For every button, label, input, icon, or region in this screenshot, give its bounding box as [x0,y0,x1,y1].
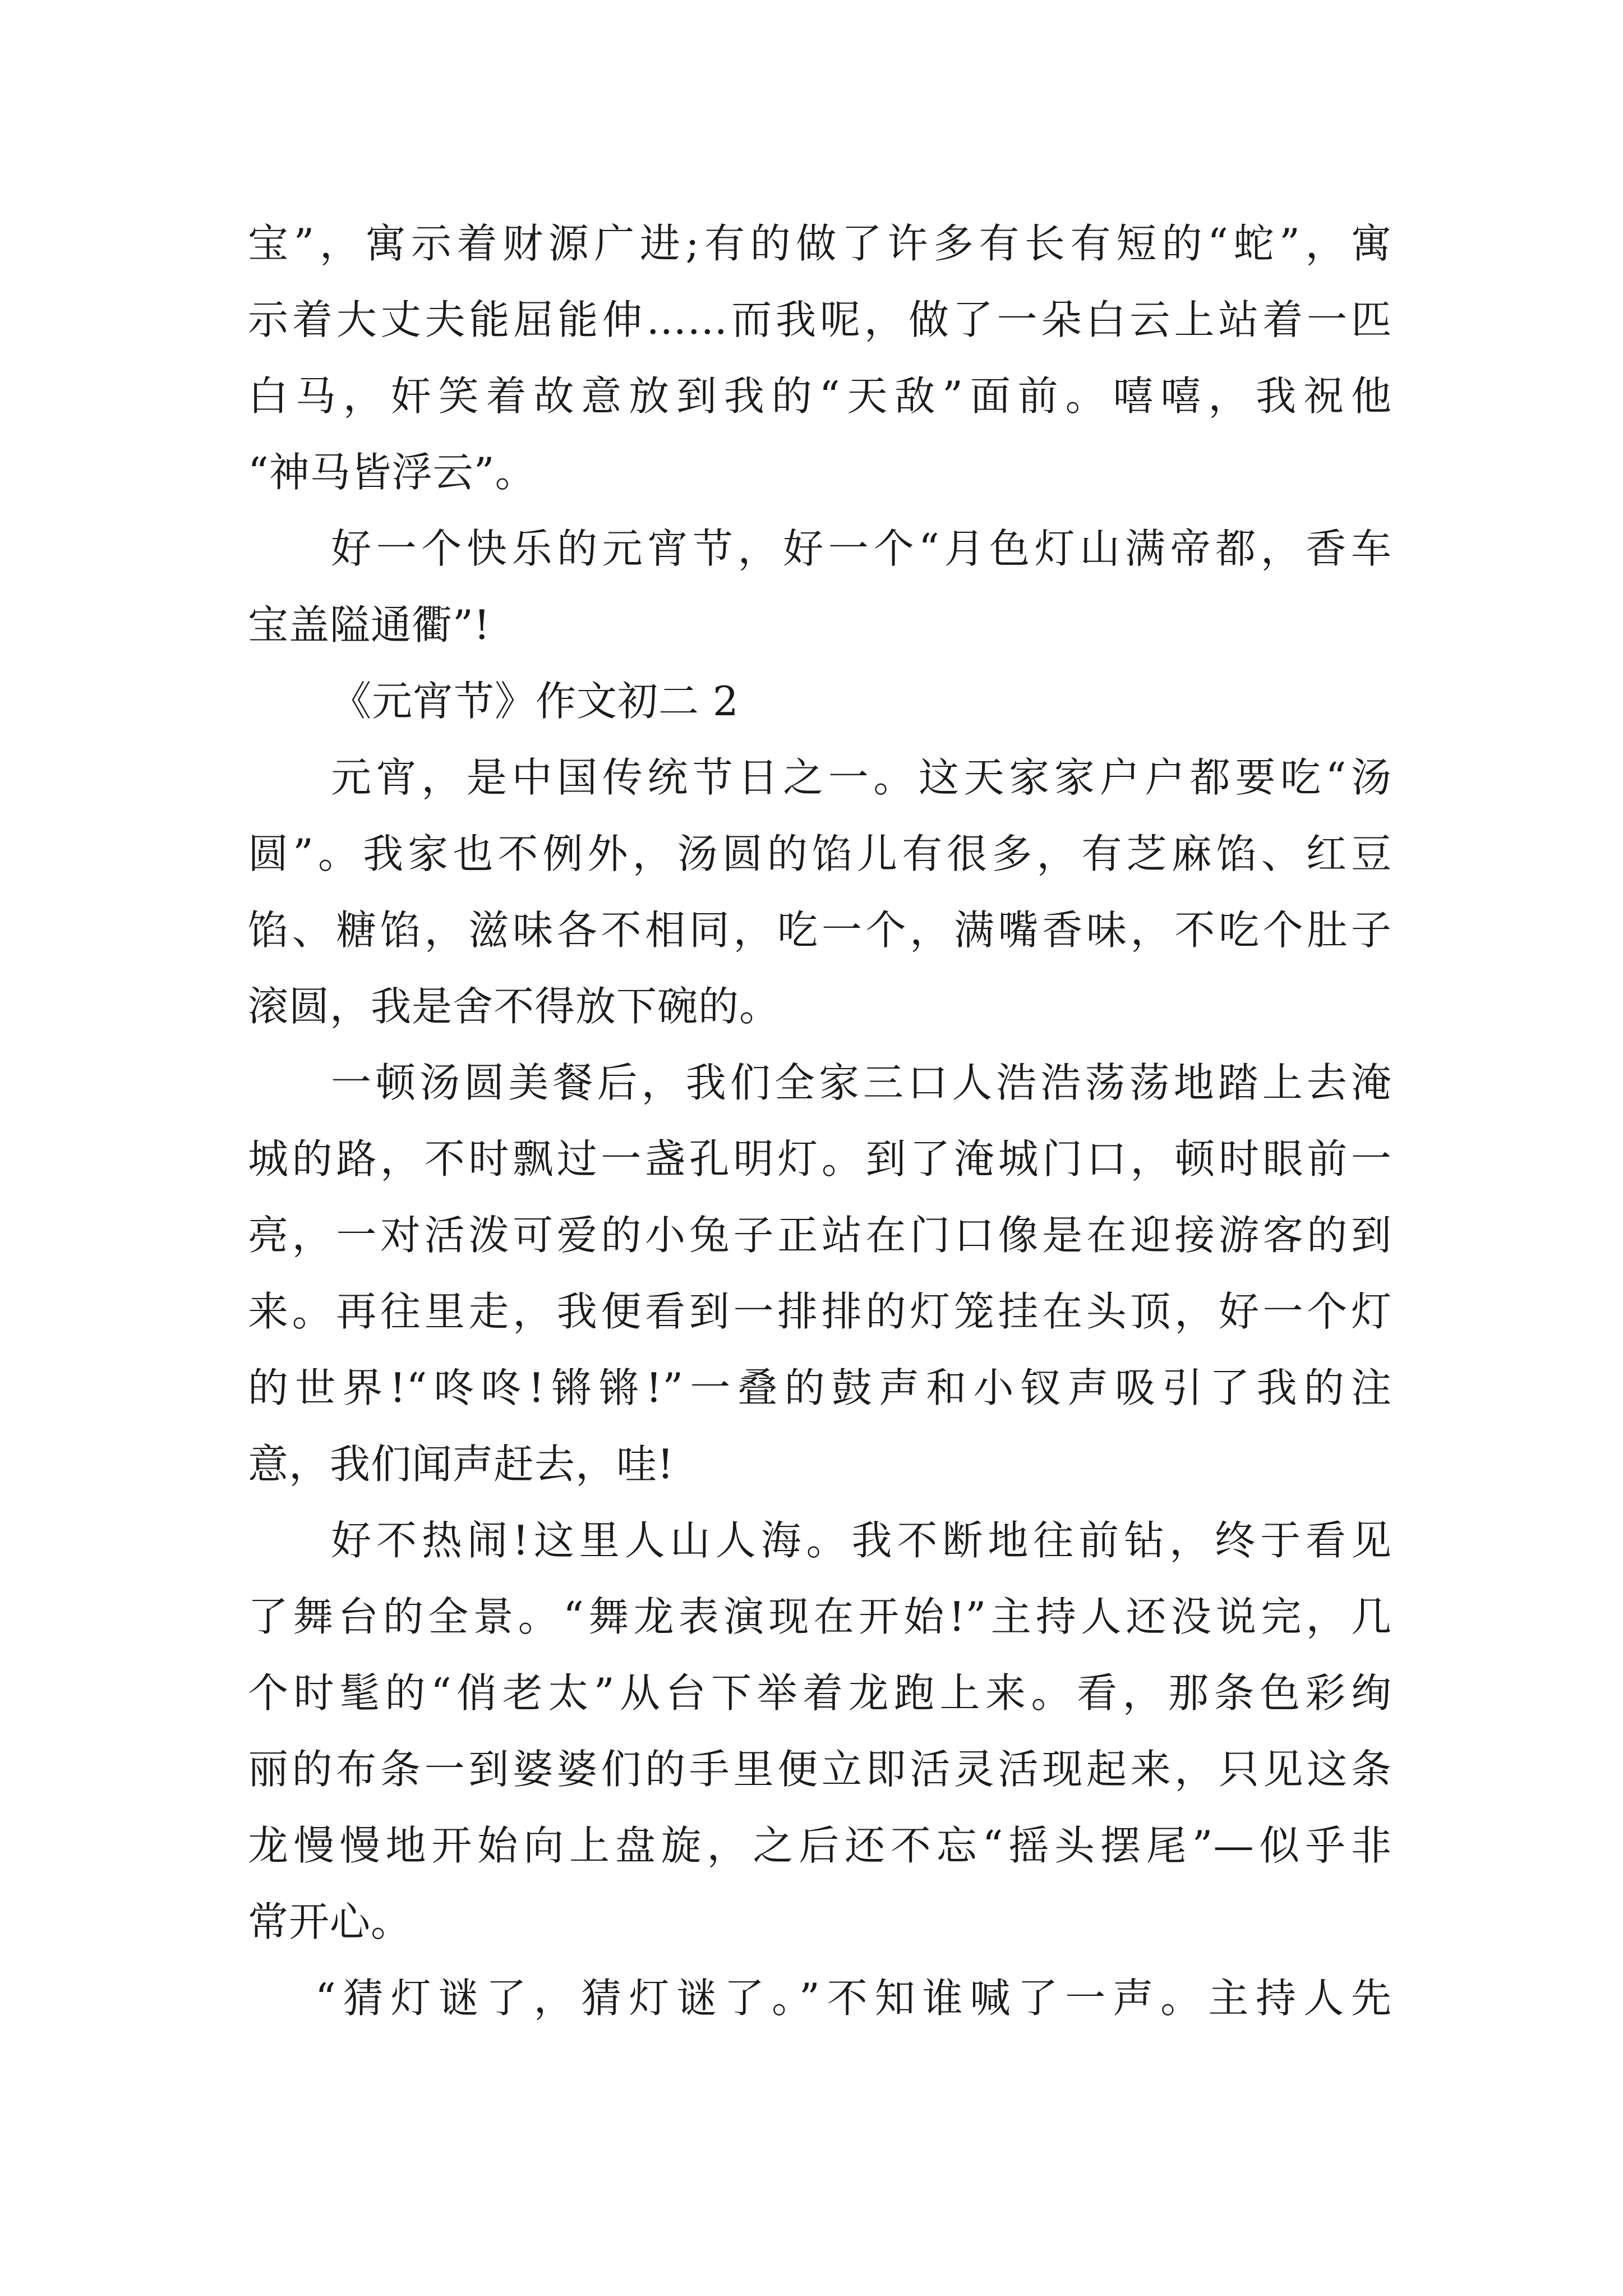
text-line: 好一个快乐的元宵节，好一个“月色灯山满帝都，香车 [331,525,1392,572]
text-line: 意，我们闻声赶去，哇! [248,1441,674,1488]
text-line: 一顿汤圆美餐后，我们全家三口人浩浩荡荡地踏上去淹 [331,1059,1392,1106]
text-line: 宝”，寓示着财源广进;有的做了许多有长有短的“蛇”，寓 [248,220,1392,267]
text-line: 了舞台的全景。“舞龙表演现在开始!”主持人还没说完，几 [248,1593,1392,1640]
essay-body [248,205,1392,2036]
text-line: 圆”。我家也不例外，汤圆的馅儿有很多，有芝麻馅、红豆 [248,830,1392,877]
text-line: 宝盖隘通衢”! [248,601,491,648]
text-line: 示着大丈夫能屈能伸……而我呢，做了一朵白云上站着一匹 [248,296,1392,343]
text-line: 龙慢慢地开始向上盘旋，之后还不忘“摇头摆尾”—似乎非 [248,1822,1392,1869]
text-line: 丽的布条一到婆婆们的手里便立即活灵活现起来，只见这条 [248,1746,1392,1793]
text-line: “猜灯谜了，猜灯谜了。”不知谁喊了一声。主持人先 [315,1975,1392,2022]
section-heading: 《元宵节》作文初二 2 [331,678,739,725]
text-line: 白马，奸笑着故意放到我的“天敌”面前。嘻嘻，我祝他 [248,372,1392,420]
text-line: 的世界!“咚咚!锵锵!”一叠的鼓声和小钗声吸引了我的注 [248,1364,1392,1411]
text-line: 常开心。 [248,1898,412,1945]
text-line: 城的路，不时飘过一盏孔明灯。到了淹城门口，顿时眼前一 [248,1135,1392,1182]
text-line: 来。再往里走，我便看到一排排的灯笼挂在头顶，好一个灯 [248,1288,1392,1335]
text-line: “神马皆浮云”。 [248,449,536,496]
text-line: 滚圆，我是舍不得放下碗的。 [248,983,781,1030]
text-line: 馅、糖馅，滋味各不相同，吃一个，满嘴香味，不吃个肚子 [248,907,1392,954]
text-line: 元宵，是中国传统节日之一。这天家家户户都要吃“汤 [331,754,1392,801]
text-line: 亮，一对活泼可爱的小兔子正站在门口像是在迎接游客的到 [248,1212,1392,1259]
text-line: 好不热闹!这里人山人海。我不断地往前钻，终于看见 [331,1517,1392,1564]
text-line: 个时髦的“俏老太”从台下举着龙跑上来。看，那条色彩绚 [248,1669,1392,1717]
